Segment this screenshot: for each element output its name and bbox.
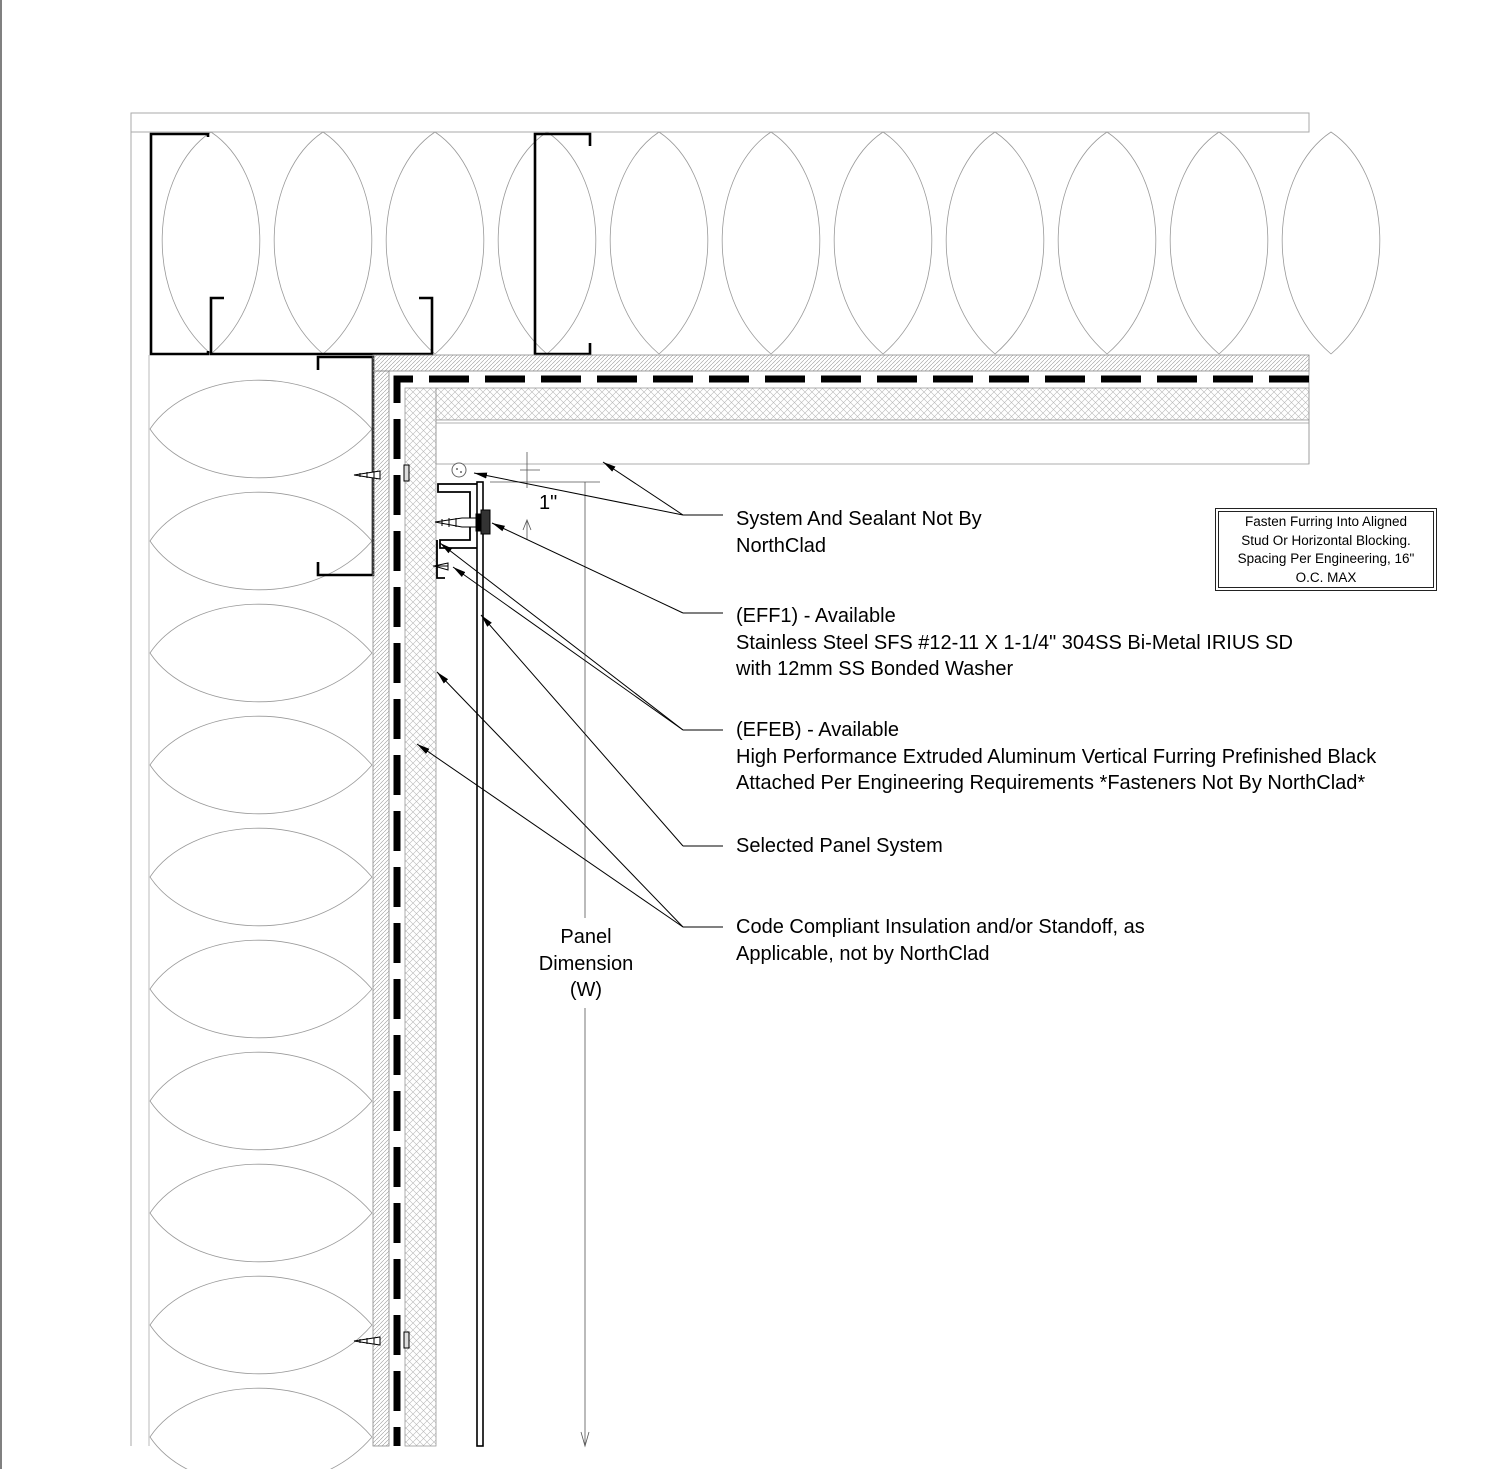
panel-dimension-line-2: Dimension <box>538 952 634 975</box>
callout-eff1-line-2: Stainless Steel SFS #12-11 X 1-1/4" 304SS Bi-Metal IRIUS SD <box>736 631 1293 654</box>
note-line-1: Fasten Furring Into Aligned <box>1244 514 1408 529</box>
leader-lines <box>417 462 723 927</box>
cladding-panel <box>477 482 483 1446</box>
batt-loops-top <box>162 132 1380 354</box>
gap-dimension-label: 1" <box>539 492 558 514</box>
top-batt-insulation <box>162 132 1380 354</box>
callout-insulation-line-2: Applicable, not by NorthClad <box>736 942 990 965</box>
backer-rod <box>452 463 466 477</box>
callout-sealant-line-1: System And Sealant Not By <box>736 508 982 530</box>
callout-efeb <box>736 717 1376 797</box>
note-line-2: Stud Or Horizontal Blocking. <box>1241 532 1411 548</box>
callout-eff1-line-3: with 12mm SS Bonded Washer <box>736 658 1014 680</box>
callout-efeb-line-3: Attached Per Engineering Requirements *Fasteners Not By NorthClad* <box>736 772 1366 794</box>
callout-insulation <box>736 914 1145 967</box>
left-batt-insulation <box>150 380 372 1469</box>
note-line-3: Spacing Per Engineering, 16" <box>1237 551 1415 566</box>
steel-studs <box>151 134 590 575</box>
callout-panel-system <box>736 833 943 860</box>
callout-efeb-line-1: (EFEB) - Available <box>736 719 900 741</box>
fastening-note-box <box>1218 511 1434 588</box>
top-sheathing <box>131 113 1309 132</box>
note-line-4: O.C. MAX <box>1295 569 1357 585</box>
callout-sealant-line-2: NorthClad <box>736 534 827 557</box>
callout-insulation-line-1: Code Compliant Insulation and/or Standoff, as <box>736 916 1145 938</box>
panel-dimension-label <box>525 924 647 1004</box>
panel-dimension-line-1: Panel <box>560 926 612 948</box>
callout-panel-system-line-1: Selected Panel System <box>736 835 943 857</box>
callout-efeb-line-2: High Performance Extruded Aluminum Vertical Furring Prefinished Black <box>736 745 1377 768</box>
callout-eff1-line-1: (EFF1) - Available <box>736 605 896 627</box>
callout-eff1 <box>736 603 1293 683</box>
panel-dimension-line-3: (W) <box>569 979 603 1001</box>
callout-sealant <box>736 506 982 559</box>
top-wall-layers <box>373 355 1309 464</box>
batt-loops-left <box>150 380 372 1469</box>
